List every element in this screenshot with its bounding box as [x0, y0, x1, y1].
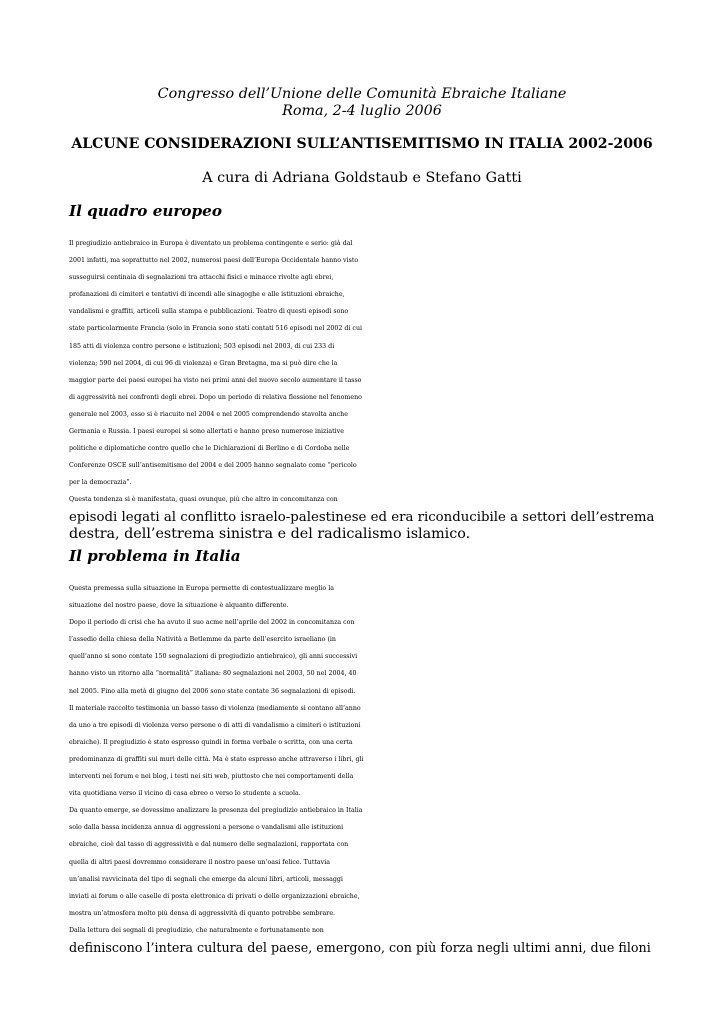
authors-line: A cura di Adriana Goldstaub e Stefano Gatti: [202, 170, 522, 186]
body-line: vandalismi e graffiti, articoli sulla stampa e pubblicazioni. Teatro di questi episodi sono: [69, 308, 349, 316]
body-line: da uno a tre episodi di violenza verso persone o di atti di vandalismo a cimiteri o istituzioni: [69, 721, 361, 729]
body-line: Dopo il periodo di crisi che ha avuto il suo acme nell’aprile del 2002 in concomitanza con: [69, 619, 355, 627]
body-line: inviati ai forum o alle caselle di posta elettronica di privati o delle organizzazioni ebraiche,: [69, 892, 360, 900]
body-line: generale nel 2003, esso si è riacuito nel 2004 e nel 2005 comprendendo stavolta anche: [69, 410, 348, 418]
body-line: 185 atti di violenza contro persone e istituzioni; 503 episodi nel 2003, di cui 233 di: [69, 342, 335, 350]
body-line: Questa premessa sulla situazione in Europa permette di contestualizzare meglio la: [69, 585, 334, 592]
body-line: predominanza di graffiti sui muri delle città. Ma è stato espresso anche attraverso i libri, gli: [69, 755, 364, 763]
body-line: ebraiche, cioè dal tasso di aggressività e dal numero delle segnalazioni, rapportata con: [69, 841, 349, 849]
body-line: per la democrazia”.: [69, 479, 132, 487]
body-line: di aggressività nei confronti degli ebrei. Dopo un periodo di relativa flessione nel fenomeno: [69, 393, 362, 401]
body-line: Il materiale raccolto testimonia un basso tasso di violenza (mediamente si contano all’anno: [69, 704, 361, 712]
document-title: ALCUNE CONSIDERAZIONI SULL’ANTISEMITISMO IN ITALIA 2002-2006: [71, 136, 653, 152]
body-line: situazione del nostro paese, dove la situazione è alquanto differente.: [69, 602, 289, 610]
body-line: definiscono l’intera cultura del paese, emergono, con più forza negli ultimi anni, due filoni: [69, 939, 651, 955]
section-heading-problema-italia: Il problema in Italia: [69, 547, 241, 565]
section-body-quadro-europeo: [69, 235, 654, 543]
body-line: mostra un’atmosfera molto più densa di aggressività di quanto potrebbe sembrare.: [69, 909, 336, 917]
body-line: profanazioni di cimiteri e tentativi di incendi alle sinagoghe e alle istituzioni ebraiche,: [69, 291, 345, 299]
body-line: maggior parte dei paesi europei ha visto nei primi anni del nuovo secolo aumentare il tasso: [69, 376, 362, 384]
body-line: hanno visto un ritorno alla “normalità” italiana: 80 segnalazioni nel 2003, 50 nel 2004, 40: [69, 670, 357, 678]
body-line: ebraiche). Il pregiudizio è stato espresso quindi in forma verbale o scritta, con una certa: [69, 738, 353, 746]
congress-header: [68, 86, 656, 120]
congress-place-date: Roma, 2-4 luglio 2006: [282, 103, 442, 120]
body-line: quell’anno si sono contate 150 segnalazioni di pregiudizio antiebraico), gli anni successivi: [69, 653, 358, 661]
body-line: l’assedio della chiesa della Natività a Betlemme da parte dell’esercito israeliano (in: [69, 636, 336, 644]
body-line: vita quotidiana verso il vicino di casa ebreo o verso lo studente a scuola.: [69, 790, 301, 798]
body-line: quella di altri paesi dovremmo considerare il nostro paese un’oasi felice. Tuttavia: [69, 858, 331, 866]
body-line: Questa tendenza si è manifestata, quasi ovunque, più che altro in concomitanza con: [69, 496, 338, 504]
congress-name: Congresso dell’Unione delle Comunità Ebraiche Italiane: [157, 86, 567, 102]
body-line: un’analisi ravvicinata del tipo di segnali che emerge da alcuni libri, articoli, messaggi: [69, 875, 343, 883]
body-line: episodi legati al conflitto israelo-palestinese ed era riconducibile a settori dell’estrema: [69, 509, 655, 525]
section-heading-quadro-europeo: Il quadro europeo: [69, 202, 222, 220]
body-line: Conferenze OSCE sull’antisemitismo del 2004 e del 2005 hanno segnalato come “pericolo: [69, 462, 357, 470]
body-line: nel 2005. Fino alla metà di giugno del 2006 sono state contate 36 segnalazioni di episodi.: [69, 687, 356, 695]
body-line: 2001 infatti, ma soprattutto nel 2002, numerosi paesi dell’Europa Occidentale hanno visto: [69, 257, 359, 265]
body-line: Dalla lettura dei segnali di pregiudizio, che naturalmente e fortunatamente non: [69, 926, 324, 934]
body-line: Germania e Russia. I paesi europei si sono allertati e hanno preso numerose iniziative: [69, 428, 344, 436]
body-line: state particolarmente Francia (solo in Francia sono stati contati 516 episodi nel 2002 di cui: [69, 325, 363, 333]
body-line: politiche e diplomatiche contro quello che le Dichiarazioni di Berlino e di Cordoba nelle: [69, 445, 350, 453]
body-line: Da quanto emerge, se dovessimo analizzare la presenza del pregiudizio antiebraico in Italia: [69, 807, 363, 815]
body-line: destra, dell’estrema sinistra e del radicalismo islamico.: [69, 525, 471, 542]
section-body-problema-italia: [69, 580, 651, 956]
body-line: solo dalla bassa incidenza annua di aggressioni a persone o vandalismi alle istituzioni: [69, 824, 344, 832]
body-line: violenza; 590 nel 2004, di cui 96 di violenza) e Gran Bretagna, ma si può dire che la: [69, 359, 338, 367]
body-line: susseguirsi centinaia di segnalazioni tra attacchi fisici e minacce rivolte agli ebrei,: [69, 274, 334, 282]
body-line: interventi nei forum e nei blog, i testi nei siti web, piuttosto che nei comportamenti della: [69, 773, 354, 781]
body-line: Il pregiudizio antiebraico in Europa è diventato un problema contingente e serio: già dal: [69, 240, 353, 247]
